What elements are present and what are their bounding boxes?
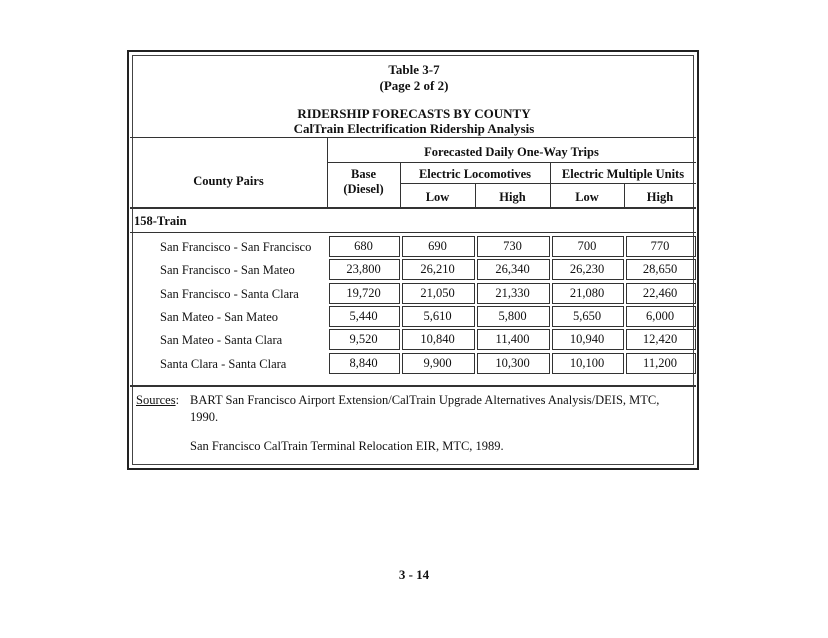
base-header: Base xyxy=(351,167,376,181)
el-high-header: High xyxy=(499,190,526,204)
value-emu-low: 26,230 xyxy=(569,262,605,277)
value-emu-high: 6,000 xyxy=(645,308,675,323)
table-page: (Page 2 of 2) xyxy=(379,78,449,93)
value-emu-high: 11,200 xyxy=(643,355,677,370)
value-base: 9,520 xyxy=(349,332,378,347)
value-emu-high: 770 xyxy=(650,239,670,253)
sources-rule xyxy=(130,385,696,387)
value-emu-low: 700 xyxy=(577,239,597,253)
county-pair-label: Santa Clara - Santa Clara xyxy=(160,356,287,371)
table-title: RIDERSHIP FORECASTS BY COUNTY xyxy=(297,106,531,121)
value-base: 8,840 xyxy=(349,355,378,370)
value-emu-low: 5,650 xyxy=(572,308,602,323)
value-el-low: 10,840 xyxy=(420,332,455,347)
county-pairs-header: County Pairs xyxy=(193,174,264,188)
value-el-low: 9,900 xyxy=(423,355,452,370)
value-base: 19,720 xyxy=(346,285,381,300)
value-el-high: 21,330 xyxy=(495,285,530,300)
table-subtitle: CalTrain Electrification Ridership Analysis xyxy=(293,121,535,136)
source-1-line-1: BART San Francisco Airport Extension/CalTrain Upgrade Alternatives Analysis/DEIS, MTC, xyxy=(190,393,660,407)
value-el-high: 10,300 xyxy=(495,355,530,370)
value-el-low: 26,210 xyxy=(420,262,455,277)
value-base: 5,440 xyxy=(349,308,378,323)
value-base: 680 xyxy=(354,239,373,253)
section-rule xyxy=(130,232,696,233)
county-pair-label: San Mateo - Santa Clara xyxy=(160,333,283,348)
value-emu-low: 10,100 xyxy=(569,355,605,370)
value-el-high: 5,800 xyxy=(498,308,527,323)
source-2: San Francisco CalTrain Terminal Relocation EIR, MTC, 1989. xyxy=(190,439,504,453)
value-el-low: 21,050 xyxy=(420,285,455,300)
county-pair-label: San Francisco - Santa Clara xyxy=(160,286,299,301)
value-el-high: 26,340 xyxy=(495,262,530,277)
sub-rule xyxy=(400,183,696,184)
sources-label-text: Sources xyxy=(136,393,176,407)
header-bottom-rule xyxy=(130,207,696,209)
base-header-sub: (Diesel) xyxy=(343,182,384,196)
source-1-line-2: 1990. xyxy=(190,410,219,424)
county-pair-label: San Francisco - San Mateo xyxy=(160,263,295,278)
value-el-low: 5,610 xyxy=(423,308,452,323)
el-low-header: Low xyxy=(425,190,450,204)
header-top-rule xyxy=(130,137,696,138)
forecast-header: Forecasted Daily One-Way Trips xyxy=(424,145,599,159)
sources-colon: : xyxy=(175,393,180,407)
page-number: 3 - 14 xyxy=(398,567,430,582)
value-el-high: 730 xyxy=(503,239,522,253)
emu-high-header: High xyxy=(646,190,674,204)
county-pair-label: San Francisco - San Francisco xyxy=(160,240,312,254)
value-emu-low: 21,080 xyxy=(569,285,605,300)
value-emu-high: 28,650 xyxy=(642,262,678,277)
electric-locomotives-header: Electric Locomotives xyxy=(418,167,532,181)
section-label: 158-Train xyxy=(134,214,187,228)
forecast-rule xyxy=(327,162,696,163)
sources-label xyxy=(136,392,179,409)
value-base: 23,800 xyxy=(346,262,381,277)
county-pair-label: San Mateo - San Mateo xyxy=(160,309,279,324)
value-emu-high: 22,460 xyxy=(642,285,678,300)
value-el-low: 690 xyxy=(428,239,447,253)
value-el-high: 11,400 xyxy=(495,332,530,347)
value-emu-high: 12,420 xyxy=(642,332,678,347)
value-emu-low: 10,940 xyxy=(569,332,605,347)
emu-low-header: Low xyxy=(575,190,599,204)
table-number: Table 3-7 xyxy=(388,62,440,77)
electric-multiple-units-header: Electric Multiple Units xyxy=(561,167,685,181)
